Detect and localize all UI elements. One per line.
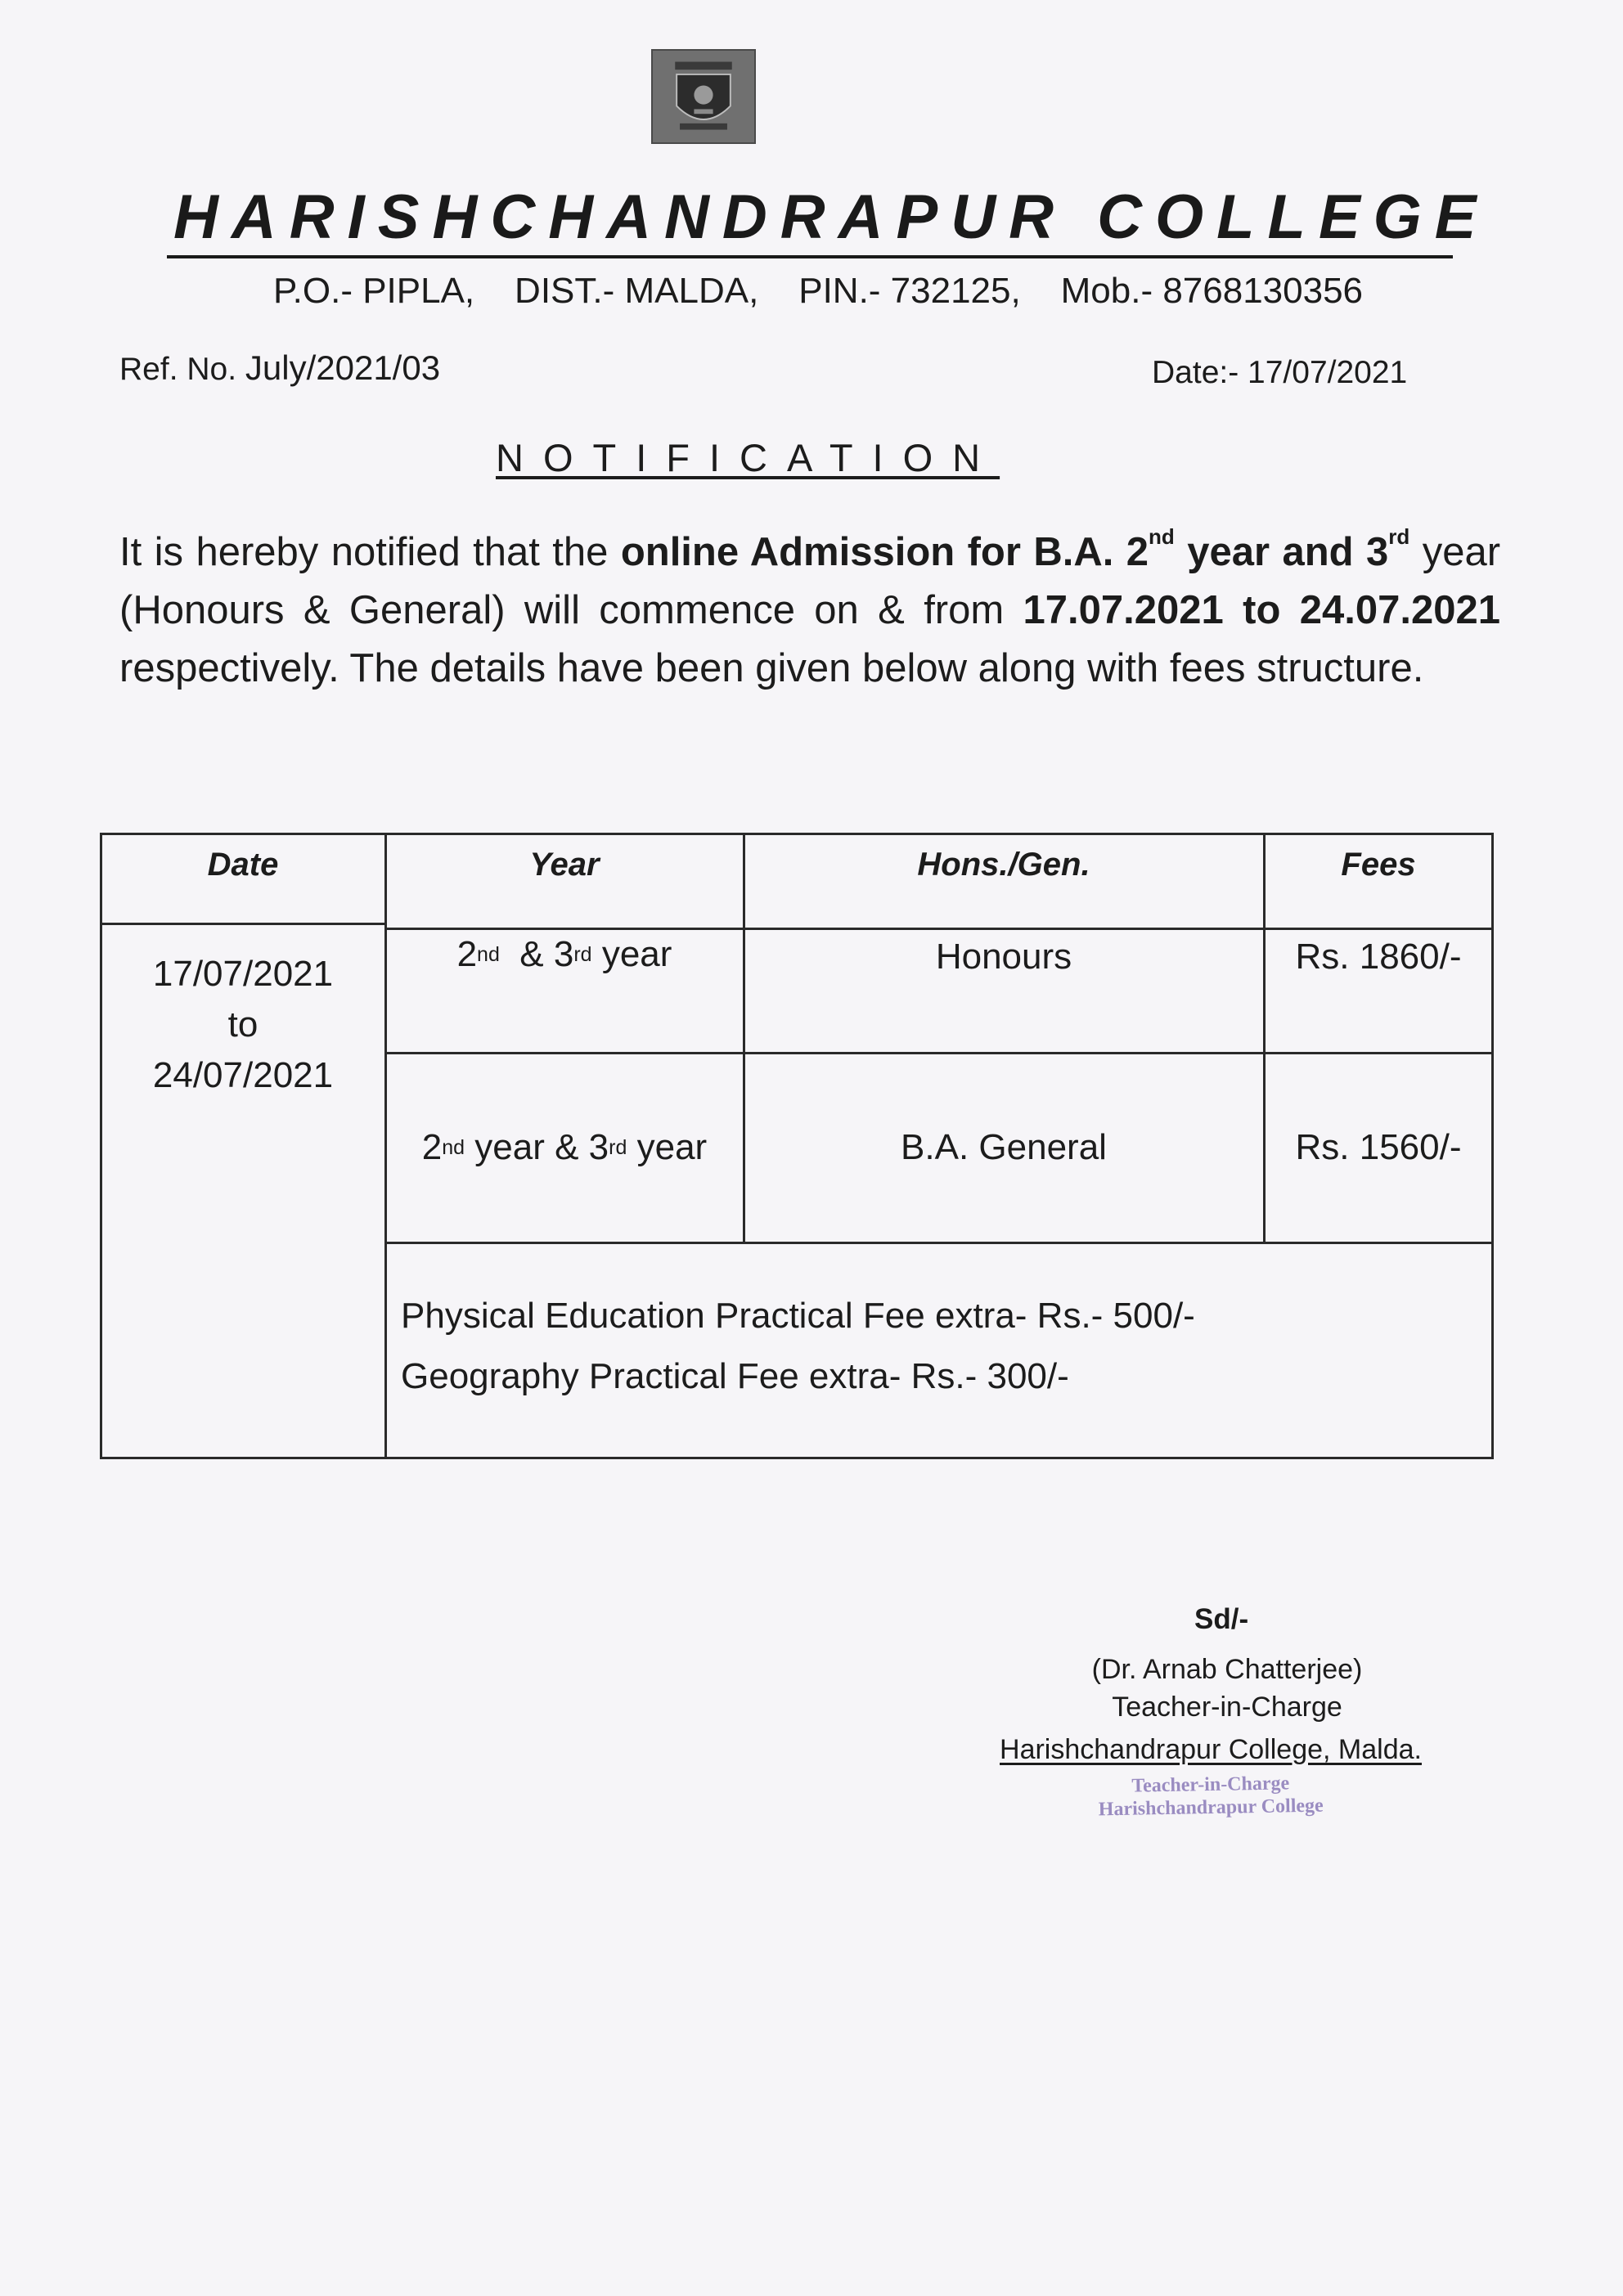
table-rule-header-date (100, 923, 384, 925)
signature-sd: Sd/- (1194, 1603, 1249, 1635)
extra-fees-note (401, 1286, 1195, 1407)
extra-fee-geography: Geography Practical Fee extra- Rs.- 300/- (401, 1356, 1069, 1396)
row1-type: Honours (935, 937, 1072, 977)
body-text-2: online Admission for B.A. 2 (620, 530, 1149, 574)
reference-number (119, 348, 440, 388)
signatory-role: Teacher-in-Charge (1112, 1692, 1342, 1723)
header-year: Year (529, 846, 600, 883)
date-to-word: to (227, 1004, 259, 1045)
body-text-4: year (Honours & General) will commence on & from (119, 530, 1501, 632)
college-logo (651, 49, 756, 144)
row2-fee: Rs. 1560/- (1295, 1127, 1462, 1167)
official-stamp (1047, 1771, 1375, 1822)
sup-nd: nd (1149, 524, 1175, 549)
row2-year-a: 2 (421, 1127, 443, 1167)
stamp-line-1: Teacher-in-Charge (1131, 1773, 1290, 1797)
row1-year-end: year (591, 934, 672, 974)
stamp-line-2: Harishchandrapur College (1098, 1795, 1324, 1821)
signatory-institution: Harishchandrapur College, Malda. (1000, 1734, 1422, 1765)
extra-fee-physical-education: Physical Education Practical Fee extra- Rs.- 500/- (401, 1296, 1195, 1336)
notification-title: NOTIFICATION (496, 436, 1000, 479)
ref-value: July/2021/03 (245, 348, 441, 387)
body-text-6: respectively. The details have been given below along with fees structure. (119, 646, 1424, 690)
header-hons-gen: Hons./Gen. (917, 846, 1090, 883)
row2-year-mid: year & 3 (465, 1127, 609, 1167)
row1-year-mid: & 3 (499, 934, 574, 974)
body-text-5: 17.07.2021 to 24.07.2021 (1023, 588, 1500, 632)
table-rule-row2 (384, 1242, 1494, 1244)
row2-type: B.A. General (901, 1127, 1107, 1167)
ref-label: Ref. No. (119, 352, 245, 387)
signatory-name: (Dr. Arnab Chatterjee) (1091, 1654, 1363, 1685)
body-text-3: year and 3 (1174, 530, 1389, 574)
notice-body (119, 523, 1500, 698)
row1-year-a: 2 (456, 934, 478, 974)
date-from: 17/07/2021 (152, 954, 334, 994)
sup-rd: rd (1388, 524, 1410, 549)
date-until: 24/07/2021 (152, 1055, 334, 1095)
row1-year: 2 nd & 3 rd year (456, 934, 672, 974)
row1-fee: Rs. 1860/- (1295, 937, 1462, 977)
body-text-1: It is hereby notified that the (119, 530, 621, 574)
row2-year: 2 nd year & 3 rd year (421, 1127, 708, 1167)
address-line: P.O.- PIPLA, DIST.- MALDA, PIN.- 732125, Mob.- 8768130356 (272, 271, 1364, 311)
row2-year-end: year (627, 1127, 708, 1167)
heading-underline (167, 255, 1453, 258)
header-date: Date (207, 846, 279, 883)
notice-date: Date:- 17/07/2021 (1152, 355, 1408, 390)
college-emblem-icon (653, 51, 754, 142)
college-name: HARISHCHANDRAPUR COLLEGE (173, 182, 1490, 252)
header-fees: Fees (1341, 846, 1416, 883)
cell-date-range (100, 949, 386, 1101)
